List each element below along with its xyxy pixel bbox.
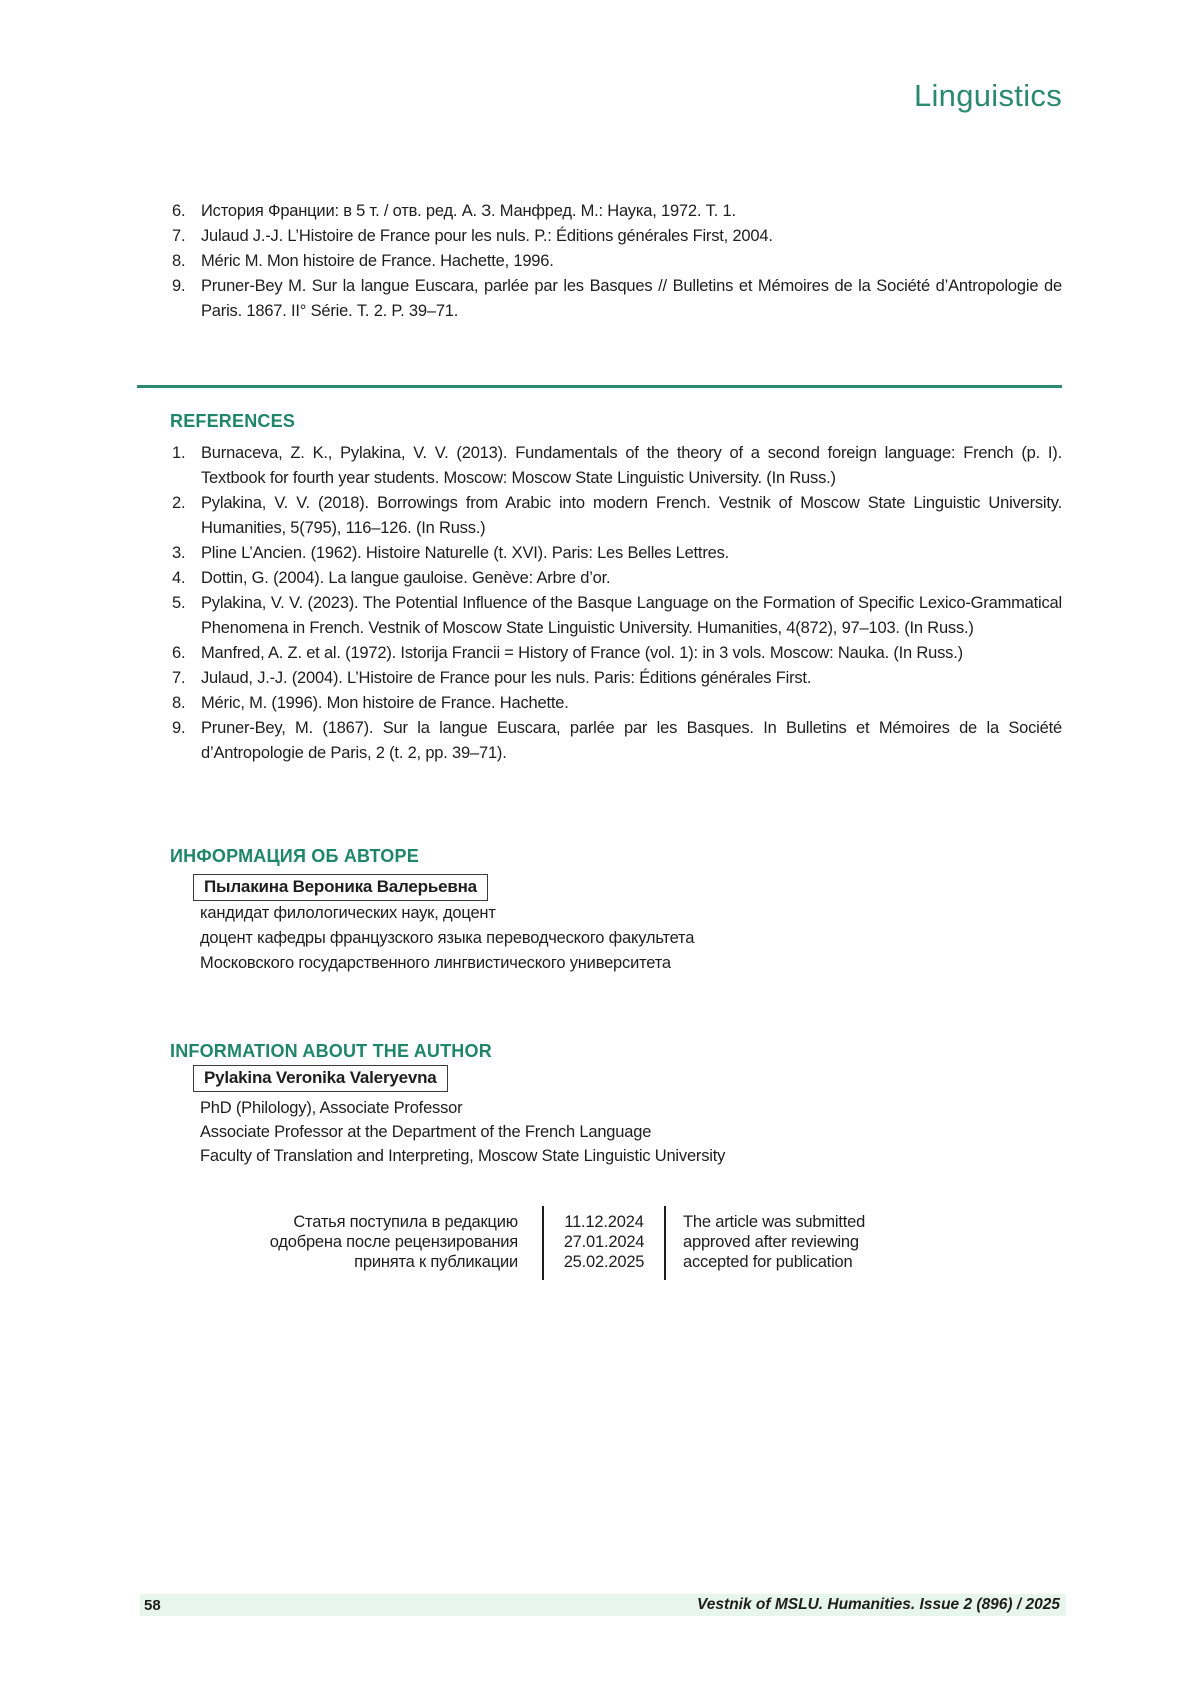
running-head-section-label: Linguistics	[913, 78, 1062, 113]
reference-number: 9.	[172, 277, 186, 295]
reference-item	[172, 491, 1062, 541]
author-details-en	[200, 1096, 1060, 1168]
submission-label-en: approved after reviewing	[683, 1233, 859, 1251]
reference-text: История Франции: в 5 т. / отв. ред. А. З. Манфред. М.: Наука, 1972. Т. 1.	[201, 202, 736, 220]
reference-item	[172, 199, 1062, 224]
author-detail-line: Associate Professor at the Department of the French Language	[200, 1123, 652, 1141]
submission-dates-column	[542, 1206, 666, 1280]
reference-number: 8.	[172, 252, 186, 270]
submission-label-ru: Статья поступила в редакцию	[293, 1213, 518, 1231]
section-divider-rule	[137, 385, 1062, 388]
reference-number: 9.	[172, 719, 186, 737]
reference-item	[172, 591, 1062, 641]
reference-number: 2.	[172, 494, 186, 512]
author-name-box-ru	[193, 874, 488, 901]
author-detail-line: Faculty of Translation and Interpreting, Moscow State Linguistic University	[200, 1147, 726, 1165]
author-detail-line: Московского государственного лингвистического университета	[200, 954, 671, 972]
reference-text: Pline L’Ancien. (1962). Histoire Naturelle (t. XVI). Paris: Les Belles Lettres.	[201, 544, 730, 562]
reference-item	[172, 541, 1062, 566]
submission-dates-block	[172, 1212, 865, 1272]
submission-label-en: The article was submitted	[683, 1213, 866, 1231]
reference-number: 1.	[172, 444, 186, 462]
reference-text: Méric, M. (1996). Mon histoire de France. Hachette.	[201, 694, 569, 712]
footer-bar	[140, 1594, 1066, 1616]
author-detail-line: доцент кафедры французского языка переводческого факультета	[200, 929, 695, 947]
reference-text: Pylakina, V. V. (2018). Borrowings from Arabic into modern French. Vestnik of Moscow State Linguistic University. Humanities, 5(795), 116–126. (In Russ.)	[201, 494, 1062, 537]
reference-text: Pruner-Bey M. Sur la langue Euscara, parlée par les Basques // Bulletins et Mémoires de la Société d’Antropologie de Paris. 1867. II° Série. Т. 2. P. 39–71.	[201, 277, 1062, 320]
reference-text: Burnaceva, Z. K., Pylakina, V. V. (2013). Fundamentals of the theory of a second foreign language: French (p. I). Textbook for fourth year students. Moscow: Moscow State Linguistic University. (In Russ.)	[201, 444, 1062, 487]
reference-number: 7.	[172, 227, 186, 245]
author-details-ru	[200, 901, 1060, 976]
reference-number: 5.	[172, 594, 186, 612]
reference-number: 6.	[172, 644, 186, 662]
russian-source-list	[172, 199, 1062, 324]
journal-issue-reference: Vestnik of MSLU. Humanities. Issue 2 (896) / 2025	[697, 1596, 1060, 1613]
reference-item	[172, 666, 1062, 691]
reference-text: Dottin, G. (2004). La langue gauloise. Genève: Arbre d’or.	[201, 569, 611, 587]
reference-number: 4.	[172, 569, 186, 587]
submission-date: 11.12.2024	[564, 1213, 644, 1231]
submission-label-en: accepted for publication	[683, 1253, 853, 1271]
reference-number: 6.	[172, 202, 186, 220]
reference-text: Méric M. Mon histoire de France. Hachette, 1996.	[201, 252, 554, 270]
submission-date: 27.01.2024	[563, 1233, 645, 1251]
author-info-heading-en: INFORMATION ABOUT THE AUTHOR	[170, 1040, 492, 1061]
reference-number: 8.	[172, 694, 186, 712]
reference-text: Julaud, J.-J. (2004). L’Histoire de France pour les nuls. Paris: Éditions générales First.	[201, 669, 812, 687]
reference-text: Julaud J.-J. L’Histoire de France pour les nuls. P.: Éditions générales First, 2004.	[201, 227, 773, 245]
submission-labels-en	[666, 1212, 865, 1272]
submission-label-ru: одобрена после рецензирования	[269, 1233, 518, 1251]
reference-item	[172, 224, 1062, 249]
reference-text: Pruner-Bey, M. (1867). Sur la langue Euscara, parlée par les Basques. In Bulletins et Mémoires de la Société d’Antropologie de Paris, 2 (t. 2, pp. 39–71).	[201, 719, 1062, 762]
author-name-ru: Пылакина Вероника Валерьевна	[204, 877, 477, 896]
page-number: 58	[144, 1596, 161, 1614]
references-heading: REFERENCES	[170, 410, 296, 431]
reference-text: Pylakina, V. V. (2023). The Potential Influence of the Basque Language on the Formation of Specific Lexico-Grammatical Phenomena in French. Vestnik of Moscow State Linguistic University. Humanities, 4(872), 97–103. (In Russ.)	[201, 594, 1062, 637]
reference-item	[172, 441, 1062, 491]
author-name-box-en	[193, 1065, 448, 1092]
reference-text: Manfred, A. Z. et al. (1972). Istorija Francii = History of France (vol. 1): in 3 vols. Moscow: Nauka. (In Russ.)	[201, 644, 963, 662]
submission-date: 25.02.2025	[563, 1253, 645, 1271]
reference-number: 3.	[172, 544, 186, 562]
references-list	[172, 441, 1062, 766]
author-name-en: Pylakina Veronika Valeryevna	[204, 1068, 437, 1087]
reference-item	[172, 641, 1062, 666]
submission-labels-ru	[172, 1212, 518, 1272]
submission-label-ru: принята к публикации	[354, 1253, 518, 1271]
reference-item	[172, 566, 1062, 591]
reference-item	[172, 274, 1062, 324]
author-detail-line: PhD (Philology), Associate Professor	[200, 1099, 463, 1117]
author-info-heading-ru: ИНФОРМАЦИЯ ОБ АВТОРЕ	[170, 845, 419, 866]
author-detail-line: кандидат филологических наук, доцент	[200, 904, 496, 922]
reference-item	[172, 716, 1062, 766]
reference-number: 7.	[172, 669, 186, 687]
reference-item	[172, 249, 1062, 274]
reference-item	[172, 691, 1062, 716]
